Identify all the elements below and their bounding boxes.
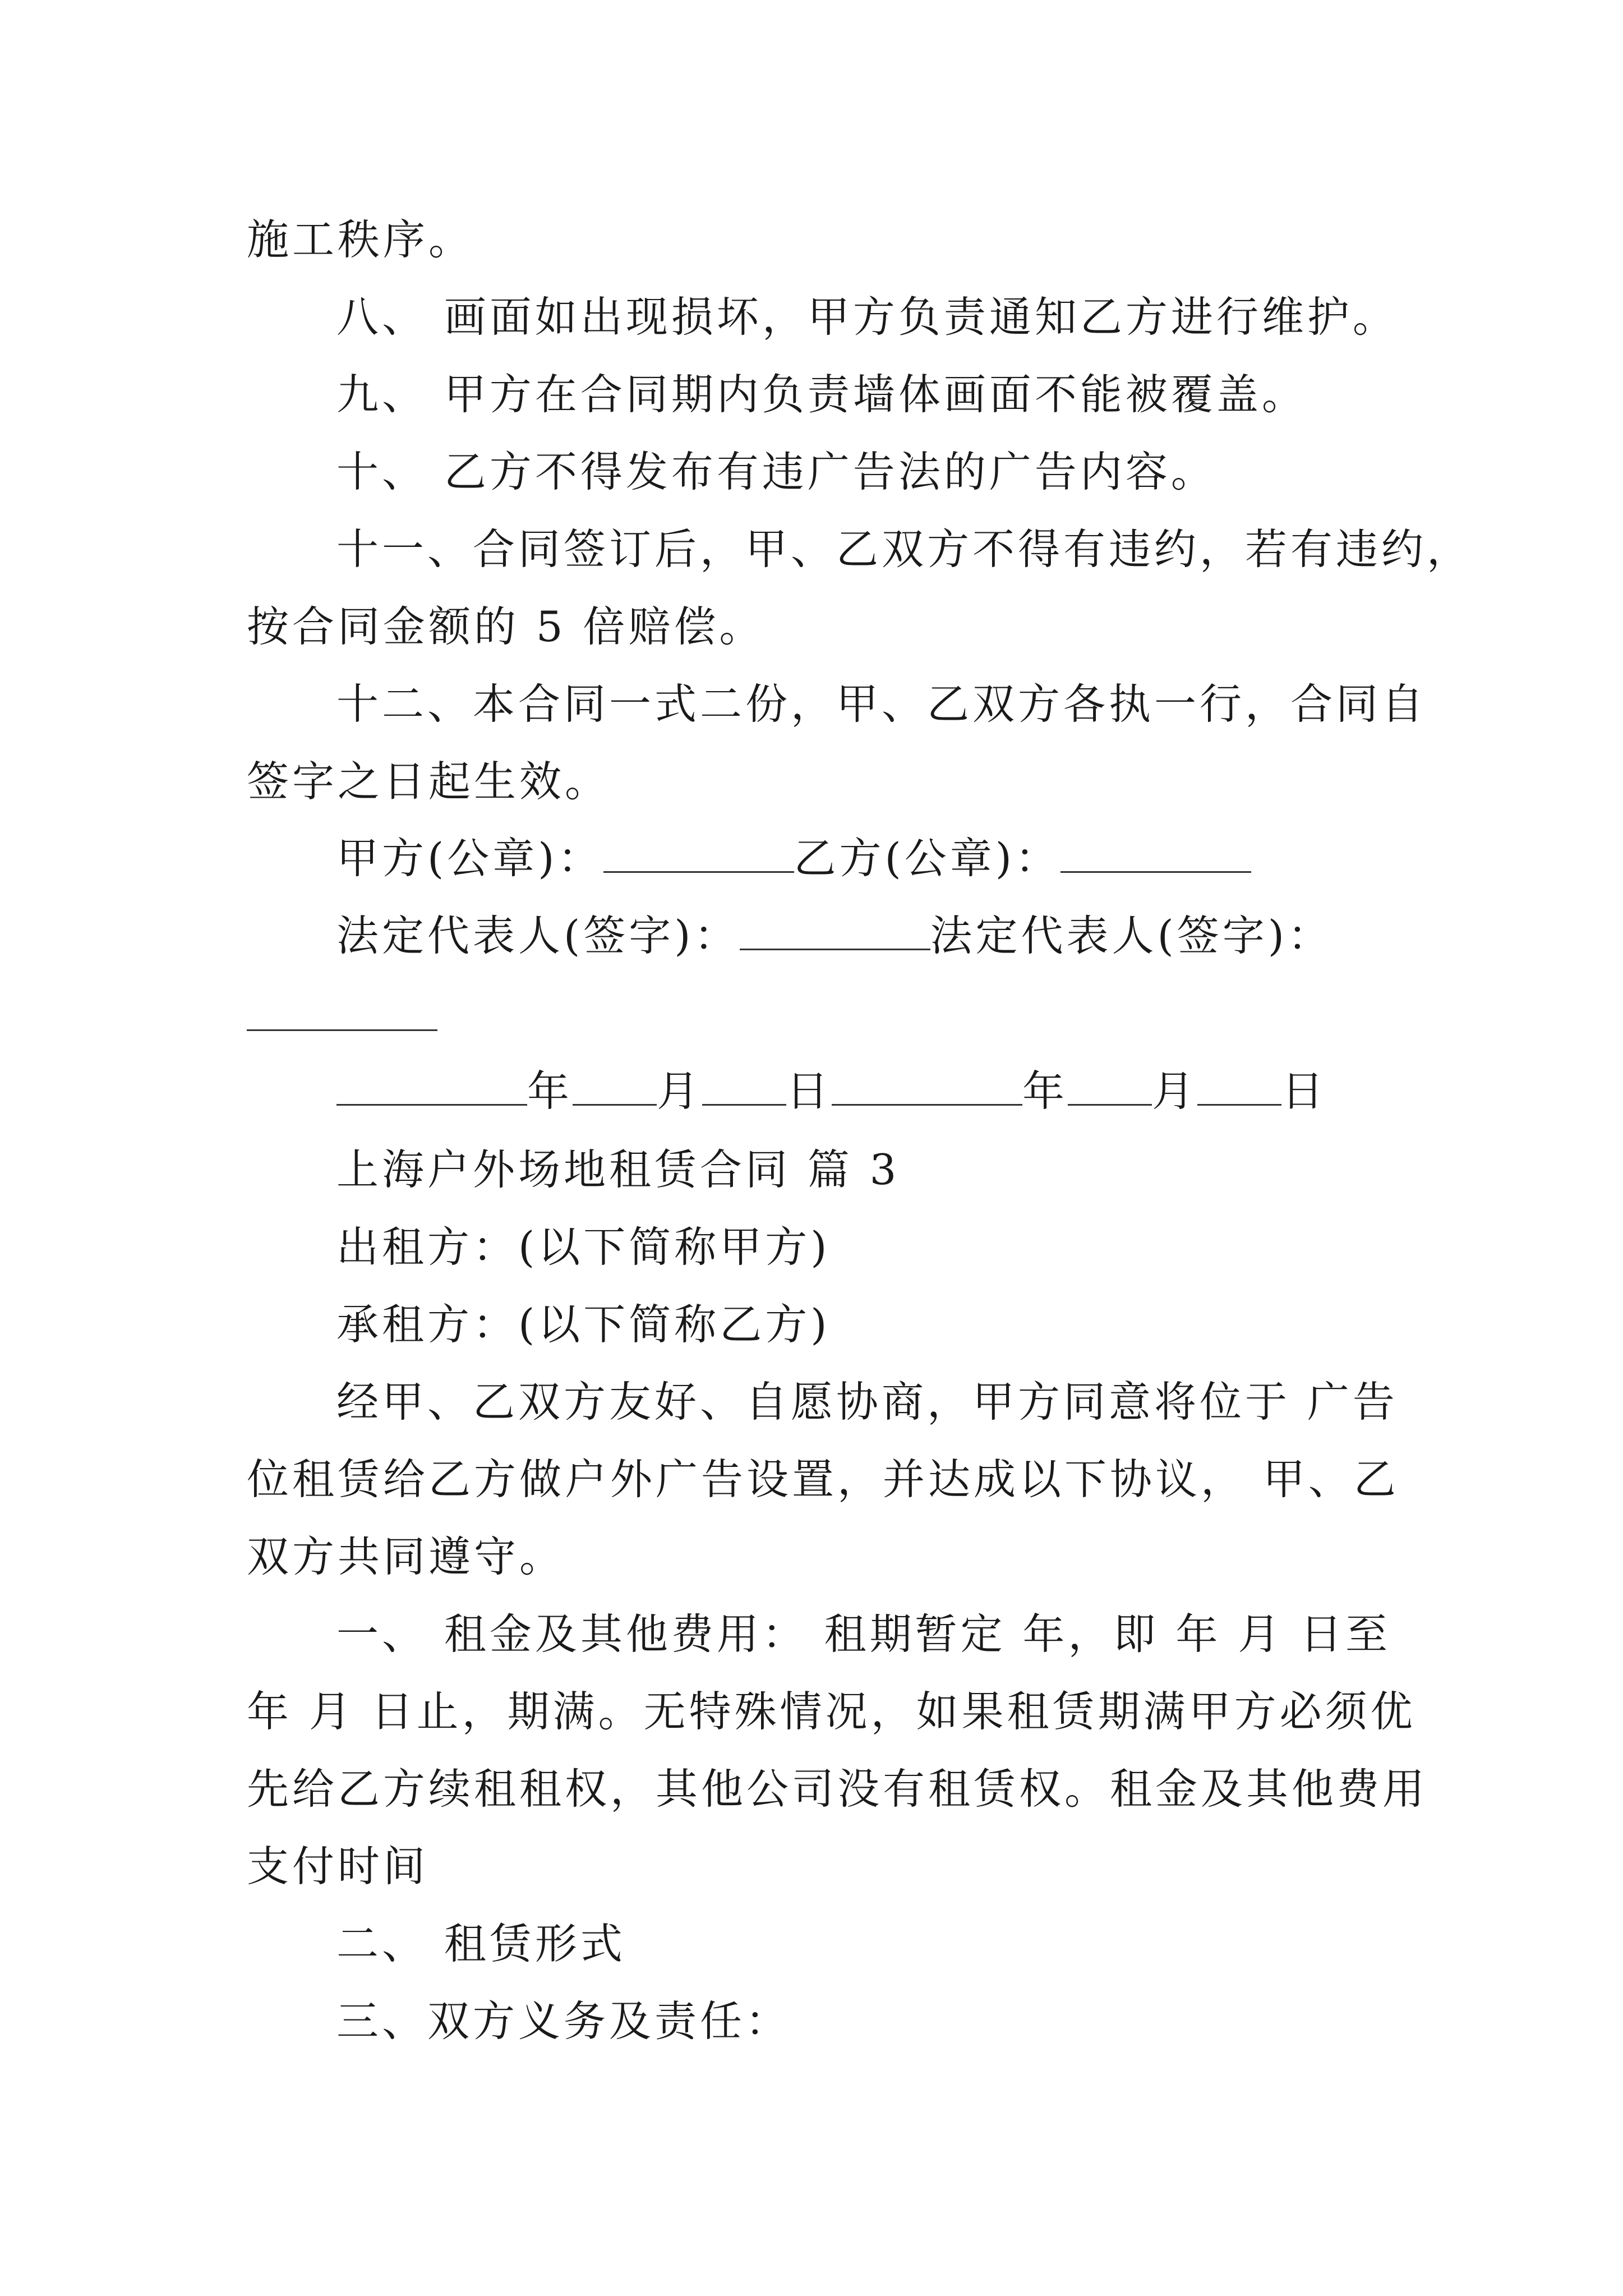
year-a-label: 年 — [527, 1066, 573, 1116]
clause2-line: 二、 租赁形式 — [336, 1919, 626, 1968]
intro-line2: 位租赁给乙方做户外广告设置，并达成以下协议， 甲、乙 — [247, 1455, 1399, 1504]
clause-11-line1: 十一、合同签订后，甲、乙双方不得有违约，若有违约， — [336, 524, 1473, 574]
month-b-blank — [1068, 1066, 1152, 1106]
representative-line — [336, 910, 1391, 961]
clause-11-line2: 按合同金额的 5 倍赔偿。 — [247, 602, 765, 651]
clause-8: 八、 画面如出现损坏，甲方负责通知乙方进行维护。 — [336, 292, 1398, 342]
clause3-line: 三、双方义务及责任： — [336, 1996, 791, 2046]
section-title: 上海户外场地租赁合同 篇 3 — [336, 1145, 900, 1194]
day-a-blank — [702, 1066, 786, 1106]
clause-12-line1: 十二、本合同一式二份，甲、乙双方各执一行，合同自 — [336, 679, 1427, 729]
month-a-blank — [573, 1066, 657, 1106]
year-a-blank — [336, 1066, 527, 1106]
clause1-line2: 年 月 日止，期满。无特殊情况，如果租赁期满甲方必须优 — [247, 1687, 1416, 1736]
clause-9: 九、 甲方在合同期内负责墙体画面不能被覆盖。 — [336, 370, 1307, 419]
date-line — [336, 1066, 1391, 1116]
intro-line1: 经甲、乙双方友好、自愿协商，甲方同意将位于 广告 — [336, 1377, 1398, 1427]
lessor-line: 出租方：(以下简称甲方) — [336, 1222, 831, 1272]
lessee-line: 承租方：(以下简称乙方) — [336, 1300, 831, 1349]
party-b-seal-label: 乙方(公章)： — [794, 834, 1061, 883]
day-b-label: 日 — [1281, 1066, 1327, 1116]
intro-line3: 双方共同遵守。 — [247, 1532, 565, 1581]
party-a-seal-label: 甲方(公章)： — [336, 834, 603, 883]
seal-line — [336, 833, 1391, 884]
month-a-label: 月 — [657, 1066, 703, 1116]
year-b-blank — [832, 1066, 1022, 1106]
month-b-label: 月 — [1152, 1066, 1198, 1116]
clause-12-line2: 签字之日起生效。 — [247, 757, 611, 806]
clause-10: 十、 乙方不得发布有违广告法的广告内容。 — [336, 447, 1216, 496]
clause1-line1: 一、 租金及其他费用： 租期暂定 年，即 年 月 日至 — [336, 1609, 1391, 1659]
rep-a-label: 法定代表人(签字)： — [336, 911, 740, 960]
rep-b-label: 法定代表人(签字)： — [930, 911, 1334, 960]
day-a-label: 日 — [786, 1066, 832, 1116]
rep-b-blank — [247, 1029, 437, 1031]
clause1-line3: 先给乙方续租租权，其他公司没有租赁权。租金及其他费用 — [247, 1764, 1428, 1814]
party-a-seal-blank — [603, 833, 794, 873]
day-b-blank — [1197, 1066, 1281, 1106]
party-b-seal-blank — [1061, 833, 1251, 873]
body-line: 施工秩序。 — [247, 215, 474, 264]
rep-a-blank — [740, 910, 930, 950]
year-b-label: 年 — [1022, 1066, 1068, 1116]
clause1-line4: 支付时间 — [247, 1842, 429, 1891]
